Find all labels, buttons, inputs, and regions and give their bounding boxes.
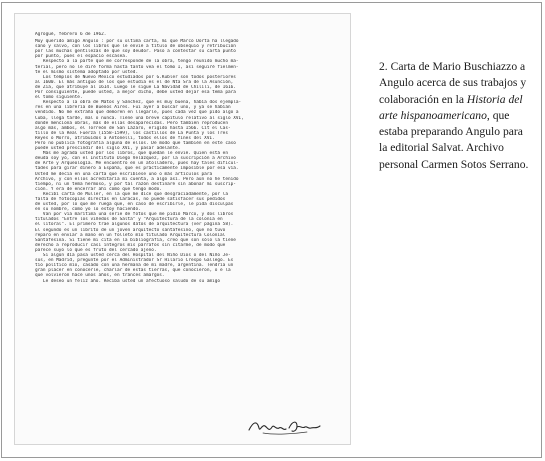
letter-line: por las muchas gentilezas de que soy deudor. Paso a contestar su carta punto [35, 49, 236, 55]
letter-text [35, 39, 335, 284]
letter-line: tío político mío, casado con una hermana de mi madre, argentina. Tendría un [35, 263, 234, 269]
letter-line: Respecto a la parte que me corresponde de la obra, tengo reunido mucho ma- [35, 59, 239, 65]
letter-line: falta de fotocopias directas en Caracas, no puede satisfacer sus pedidos [35, 197, 226, 202]
letter-line: sano y salvo, con los libros que le envié a título de obsequio y retribución [35, 44, 236, 50]
letter-line: gran placer en conocerle, charlar de estas tierras, que conocieron, o e la [35, 268, 231, 274]
letter-line: tiempo, ni un tema hermoso, y por tal razón destinaré sin abonar mi suscrip- [35, 181, 236, 187]
letter-line: en su nombre, como yo lo estoy haciendo. [35, 207, 141, 213]
letter-line: puede usted prescindir del siglo XVI, y pasar adelante. [35, 146, 181, 152]
letter-line: que volvieron hace unos años, en trances amargos. [35, 273, 165, 279]
caption-tail: , que estaba preparando Angulo para la editorial Salvat. Archivo personal Carmen Sotos Serrano. [379, 108, 529, 171]
letter-line: terial, pero no le diré forma hasta tanto vea el tomo I, así seguiré fielmen- [35, 64, 239, 70]
letter-line: Reyes o Morro, atribuidos a Antonelli, todos ellos de fines del XVI. [35, 135, 215, 141]
letter-line: titulados "Entre los viñedos de Salta" y "Arquitectura de la colonia en [35, 217, 223, 223]
letter-line: te el mismo sistema adoptado por usted. [35, 69, 139, 75]
letter-line: Usted me decía en una carta que escribiese uno o más artículos para [35, 171, 213, 177]
letter-line: donde menciona obras, más de ellas desaparecidas. Pero también reproducen [35, 120, 228, 126]
letter-line: por punto, pues el espacio escasea. [35, 54, 128, 60]
letter-line: Si algún día pasa usted cerca del Hospital del Niño Dios o del Niño Je- [35, 253, 231, 259]
letter-line: reparo en enviar a mano en un folleto mío titulado Arquitectura Colonial [35, 232, 226, 238]
letter-line: parece suyo lo que es fruto del cercado ajeno. [35, 247, 157, 253]
letter-line: res en una librería de Buenos Aires. Fui ayer a buscar uno, y ya se habían [35, 105, 231, 111]
letter-line: al 1600. El más antiguo de los que estudia es el de Nta Sra de la Asunción, [35, 79, 234, 85]
letter-line: Respecto a la obra de Matos y Sánchez, que es muy buena, había dos ejempla- [35, 100, 242, 106]
letter-line: Le deseo un feliz año. Reciba usted un afectuoso saludo de su amigo [35, 278, 221, 284]
letter-line: vendido. No me extraña que demoren en llegarle, pues cada vez que pido algo a [35, 110, 239, 116]
letter-date: Agrogué, febrero 6 de 1962. [35, 32, 107, 37]
caption-lead: 2. Carta de Mario Buschiazzo a Angulo acerca de sus trabajos y colaboración en la [379, 60, 527, 106]
letter-line: Santafesina. Si tiene mi cita en la bibliografía, creo que son sólo la tiene [35, 237, 236, 243]
letter-line: deuda soy yo, con el Instituto Diego Velázquez, por la suscripción a Archivo [35, 156, 236, 162]
letter-scan [14, 13, 351, 445]
letter-line: sús, en Madrid, pregunte por el Administrador Sr Hilario Crespo Gallego. Es [35, 258, 234, 264]
letter-line: de Zia, que atribuye al 1614. Luego le sigue La Navidad de Chilili, de 1616. [35, 84, 236, 90]
letter-line: Archivo, y con ellos acreditaría mi cuenta, a algo así. Pero aún no he tenido [35, 176, 239, 182]
letter-line: Cuba, llega tarde, mal o nunca. Tiene una breve capítulo relativo al siglo XVI, [35, 115, 244, 121]
letter-line: el tomo siguiente. [35, 95, 83, 101]
caption-italic-title: Historia del arte hispanoamericano [379, 92, 523, 122]
letter-line: algo más, ambos, el Torreón de San Lázaro, erigido hasta 1566. Cít el Cas- [35, 125, 231, 131]
letter-line: El segundo es un librito de un joven arquitecto santafesino, que no tuvo [35, 227, 226, 233]
letter-line: tades para girar dinero a España, que es prácticamente imposible por esa vía. [35, 166, 239, 172]
signature [245, 416, 325, 438]
letter-line: de usted, por lo que me ruega que, en caso de escribirle, le pida disculpas [35, 202, 234, 208]
letter-line: Por consiguiente, puede usted, a mejor dicho, debe usted dejar esa tema para [35, 90, 236, 96]
letter-line: Recibí carta de Müller, en la que me dice que desgraciadamente, por la [35, 191, 228, 197]
letter-line: ción. Y era de encerrar ahí como que tengo modo. [35, 186, 162, 192]
letter-body [35, 32, 335, 284]
letter-line: tillo de la Real Fuerza (1558-1599), los castillos de La Punta y los Tres [35, 130, 228, 136]
letter-line: Pero no publica fotografía alguna de ellos. De modo que también en este caso [35, 140, 236, 146]
letter-line: Más me agrada usted por los libros, que quedan le envié. Quien está en [35, 151, 228, 157]
letter-line: derecho a reproducir casi íntegros mis párrafos sin citarme, de modo que [35, 242, 226, 248]
letter-line: de Arte y Arqueología. Me encuentro en un atolladero, pues hay tales dificul- [35, 161, 239, 167]
letter-line: el litoral". El primero trae algunos datos de arquitectura (ver página 58). [35, 222, 234, 228]
letter-line: Muy querido amigo Angulo : por su última carta, mi que Marco Dorta ha llegado [35, 39, 239, 45]
letter-line: Van por vía marítima una serie de fotos que me pidió Marco, y dos libros [35, 212, 234, 218]
figure-caption [379, 59, 529, 173]
letter-line: Los templos de Nuevo México estudiados por G.Kubler son todos posteriores [35, 74, 236, 80]
